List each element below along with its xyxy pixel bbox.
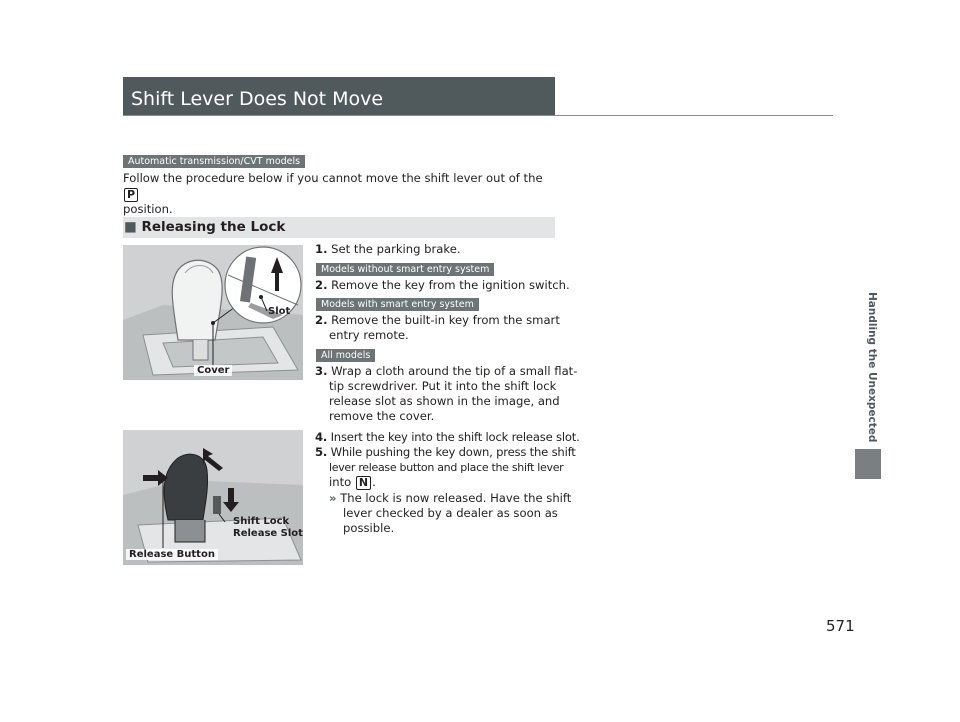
step-3-line3: release slot as shown in the image, and <box>329 394 560 408</box>
step-3-line2: tip screwdriver. Put it into the shift lock <box>329 379 557 393</box>
section-title: Releasing the Lock <box>141 219 286 235</box>
slot-callout: Slot <box>268 306 291 317</box>
result-line1 <box>329 491 571 507</box>
section-heading <box>124 219 285 235</box>
result-line3: possible. <box>343 521 395 535</box>
step-text: Remove the key from the ignition switch. <box>331 278 570 292</box>
step-2-smart-entry-cont: entry remote. <box>329 328 409 342</box>
step-5-line3 <box>329 475 376 491</box>
step-5-line2: lever release button and place the shift lever <box>329 461 564 474</box>
shift-lock-release-illustration <box>123 430 303 565</box>
step-1 <box>315 242 461 258</box>
step-4 <box>315 430 580 446</box>
intro-paragraph <box>123 171 543 218</box>
shift-lock-callout-line1: Shift Lock <box>233 516 290 527</box>
page-number: 571 <box>826 617 855 635</box>
release-button-callout: Release Button <box>126 549 218 560</box>
model-tag-with-smart-entry: Models with smart entry system <box>316 298 479 311</box>
shift-lock-release-drawing <box>123 430 303 565</box>
step-2-smart-entry <box>315 313 560 329</box>
step-3-line4: remove the cover. <box>329 409 435 423</box>
intro-text: Follow the procedure below if you cannot move the shift lever out of the <box>123 171 543 185</box>
page-title: Shift Lever Does Not Move <box>131 88 384 110</box>
result-text: The lock is now released. Have the shift <box>340 491 572 505</box>
step-text: Wrap a cloth around the tip of a small flat- <box>331 364 578 378</box>
side-chapter-label: Handling the Unexpected <box>866 292 878 443</box>
step-text: Remove the built-in key from the smart <box>331 313 560 327</box>
model-tag-all: All models <box>316 349 375 362</box>
cover-callout: Cover <box>194 365 232 376</box>
step-number: 4. <box>315 430 328 444</box>
section-marker: ■ <box>124 219 137 235</box>
step-text: Set the parking brake. <box>331 242 461 256</box>
step-number: 3. <box>315 364 328 378</box>
step-text: Insert the key into the shift lock release slot. <box>330 430 580 444</box>
step-5 <box>315 445 576 461</box>
side-chapter-tab <box>855 449 881 479</box>
title-divider <box>123 115 833 116</box>
result-arrow-icon: » <box>329 491 337 505</box>
step-text: While pushing the key down, press the shift <box>330 445 576 459</box>
intro-text-end: position. <box>123 202 173 217</box>
step-text-end: . <box>372 475 376 489</box>
model-tag-without-smart-entry: Models without smart entry system <box>316 263 494 276</box>
result-line2: lever checked by a dealer as soon as <box>343 506 558 520</box>
model-tag-automatic: Automatic transmission/CVT models <box>123 155 305 168</box>
step-number: 2. <box>315 278 328 292</box>
step-3 <box>315 364 577 380</box>
step-number: 5. <box>315 445 328 459</box>
park-position-key: P <box>124 188 138 202</box>
step-number: 2. <box>315 313 328 327</box>
shift-lock-callout-line2: Release Slot <box>233 528 303 539</box>
step-number: 1. <box>315 242 328 256</box>
neutral-position-key: N <box>356 476 371 490</box>
step-text: into <box>329 475 352 489</box>
step-2-key <box>315 278 570 294</box>
